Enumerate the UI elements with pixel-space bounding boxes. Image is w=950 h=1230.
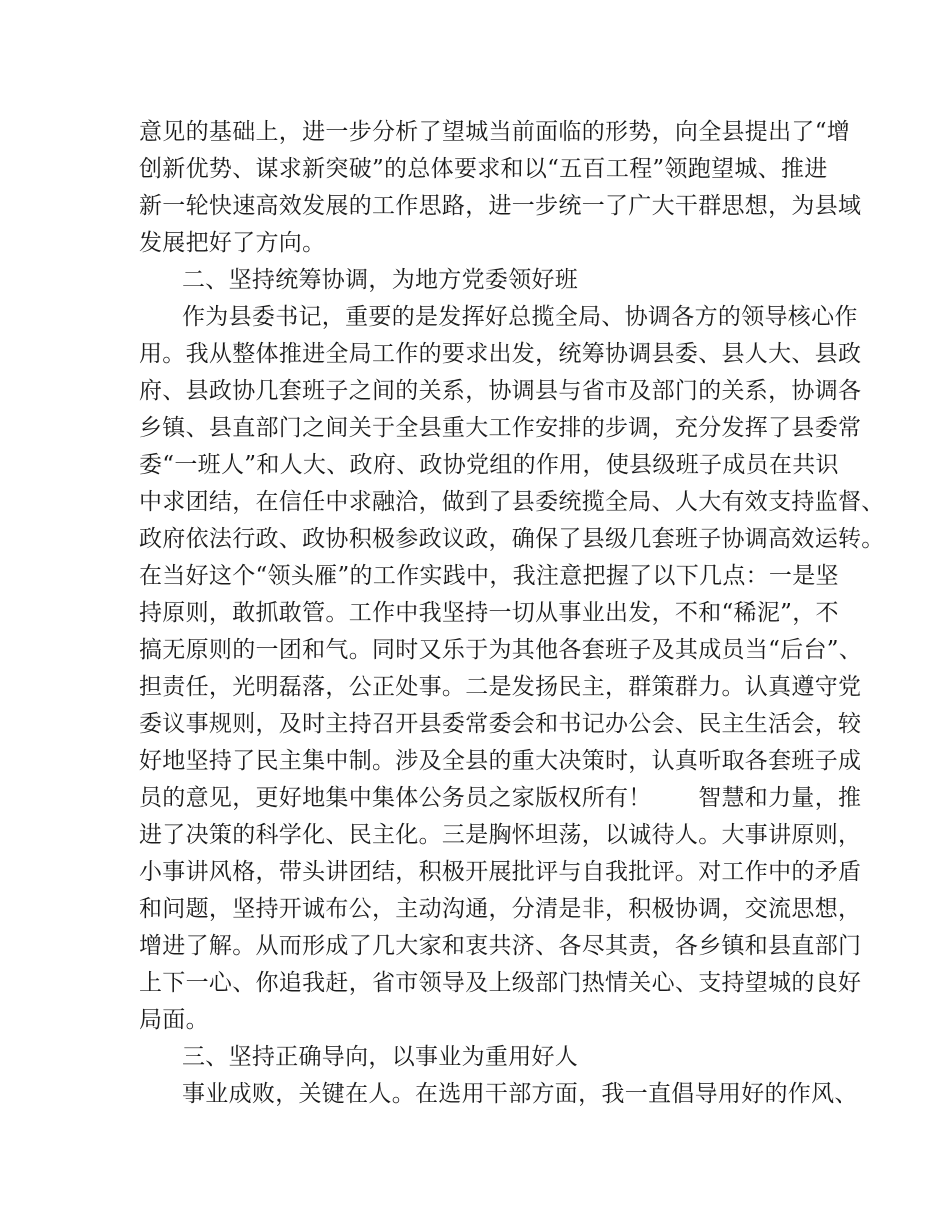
body-text-line: 增进了解。从而形成了几大家和衷共济、各尽其责，各乡镇和县直部门 xyxy=(139,933,862,959)
body-text-line: 府、县政协几套班子之间的关系，协调县与省市及部门的关系，协调各 xyxy=(139,378,862,404)
body-text-line: 和问题，坚持开诚布公，主动沟通，分清是非，积极协调，交流思想， xyxy=(139,896,862,922)
body-text-line: 政府依法行政、政协积极参政议政，确保了县级几套班子协调高效运转。 xyxy=(139,526,885,552)
body-text-line: 乡镇、县直部门之间关于全县重大工作安排的步调，充分发挥了县委常 xyxy=(139,415,862,441)
body-text-line: 进了决策的科学化、民主化。三是胸怀坦荡，以诚待人。大事讲原则， xyxy=(139,822,862,848)
body-text-line: 小事讲风格，带头讲团结，积极开展批评与自我批评。对工作中的矛盾 xyxy=(139,859,862,885)
body-text-line: 委议事规则，及时主持召开县委常委会和书记办公会、民主生活会，较 xyxy=(139,711,862,737)
section-heading: 二、坚持统筹协调，为地方党委领好班 xyxy=(182,267,579,293)
body-text-line: 好地坚持了民主集中制。涉及全县的重大决策时，认真听取各套班子成 xyxy=(139,748,862,774)
body-text-line: 中求团结，在信任中求融洽，做到了县委统揽全局、人大有效支持监督、 xyxy=(139,489,885,515)
body-text-line: 发展把好了方向。 xyxy=(139,230,326,256)
paragraph-start-line: 作为县委书记，重要的是发挥好总揽全局、协调各方的领导核心作 xyxy=(182,304,858,330)
body-text-line: 上下一心、你追我赶，省市领导及上级部门热情关心、支持望城的良好 xyxy=(139,970,862,996)
body-text-line: 担责任，光明磊落，公正处事。二是发扬民主，群策群力。认真遵守党 xyxy=(139,674,862,700)
body-text-line: 用。我从整体推进全局工作的要求出发，统筹协调县委、县人大、县政 xyxy=(139,341,862,367)
body-text-line: 新一轮快速高效发展的工作思路，进一步统一了广大干群思想，为县域 xyxy=(139,193,862,219)
body-text-line: 创新优势、谋求新突破”的总体要求和以“五百工程”领跑望城、推进 xyxy=(139,156,828,182)
body-text-line: 委“一班人”和人大、政府、政协党组的作用，使县级班子成员在共识 xyxy=(139,452,839,478)
body-text-line: 局面。 xyxy=(139,1007,209,1033)
body-text-line: 员的意见，更好地集中集体公务员之家版权所有！ 智慧和力量，推 xyxy=(139,785,862,811)
body-text-line: 在当好这个“领头雁”的工作实践中，我注意把握了以下几点：一是坚 xyxy=(139,563,839,589)
body-text-line: 搞无原则的一团和气。同时又乐于为其他各套班子及其成员当“后台”、 xyxy=(139,637,863,663)
body-text-line: 持原则，敢抓敢管。工作中我坚持一切从事业出发，不和“稀泥”，不 xyxy=(139,600,839,626)
body-text-line: 意见的基础上，进一步分析了望城当前面临的形势，向全县提出了“增 xyxy=(139,119,851,145)
paragraph-start-line: 事业成败，关键在人。在选用干部方面，我一直倡导用好的作风、 xyxy=(182,1081,858,1107)
section-heading: 三、坚持正确导向，以事业为重用好人 xyxy=(182,1044,579,1070)
